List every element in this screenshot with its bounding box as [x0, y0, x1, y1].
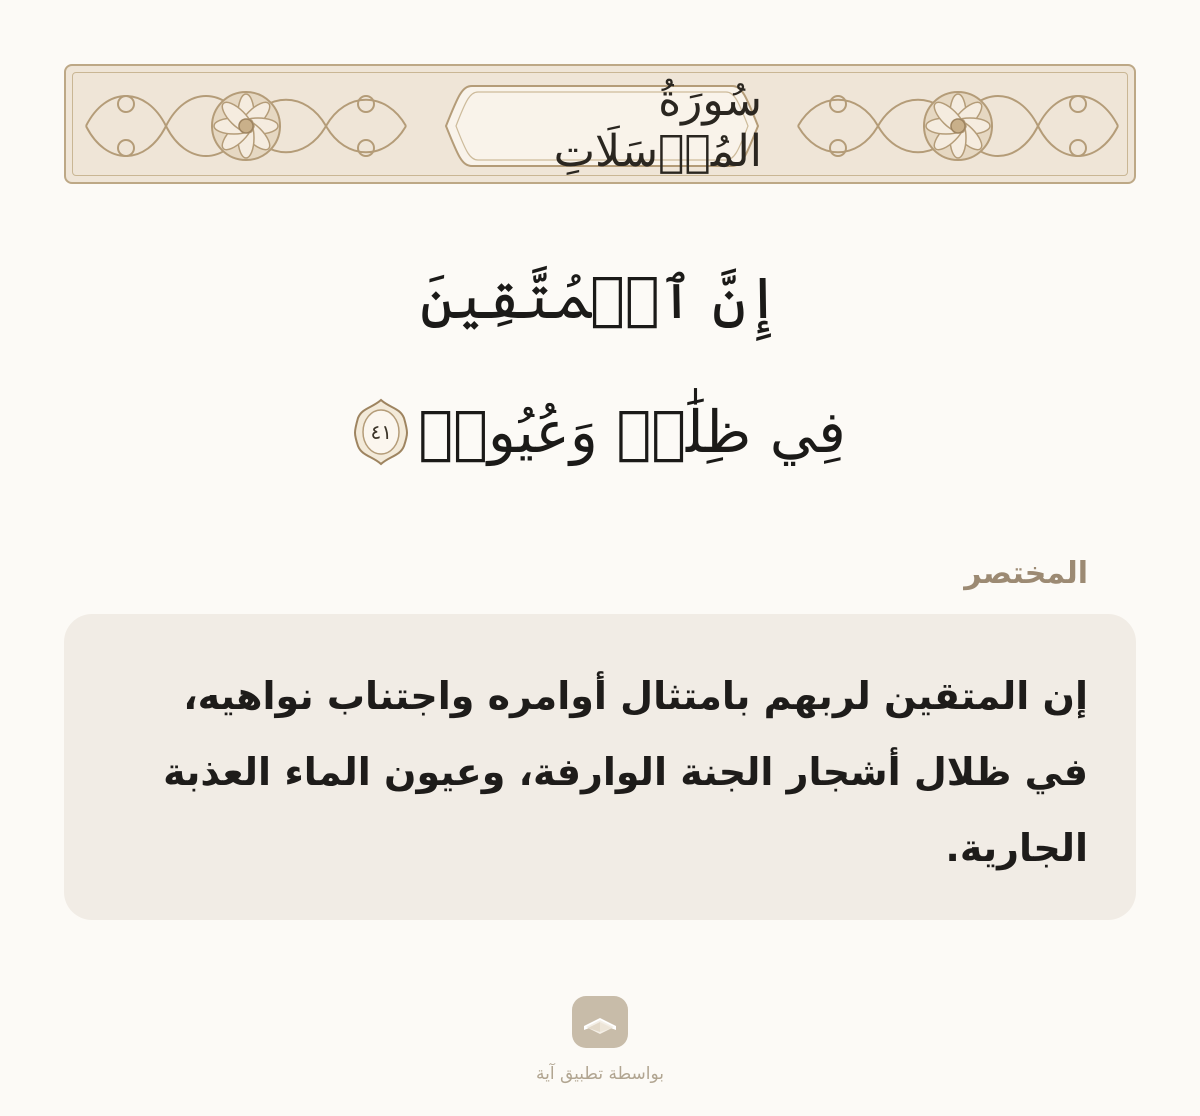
- verse-line-2-text: فِي ظِلَٰلٖ وَعُيُونٖ: [418, 398, 846, 466]
- book-icon: [572, 996, 628, 1048]
- tafsir-title: المختصر: [964, 556, 1088, 591]
- tafsir-card: [64, 614, 1136, 920]
- surah-name: سُورَةُ المُرۡسَلَاتِ: [553, 75, 762, 177]
- tafsir-text: إن المتقين لربهم بامتثال أوامره واجتناب نواهيه، في ظلال أشجار الجنة الوارفة، وعيون الماء العذبة الجارية.: [163, 674, 1088, 870]
- ayah-number: ٤١: [370, 420, 392, 444]
- app-icon[interactable]: [572, 996, 628, 1048]
- app-credit: بواسطة تطبيق آية: [535, 1064, 665, 1084]
- verse-line-2: [200, 392, 1000, 472]
- verse-line-1: إِنَّ ٱلۡمُتَّقِينَ: [420, 264, 780, 332]
- surah-banner: [64, 64, 1136, 184]
- ayah-number-marker: [354, 398, 408, 466]
